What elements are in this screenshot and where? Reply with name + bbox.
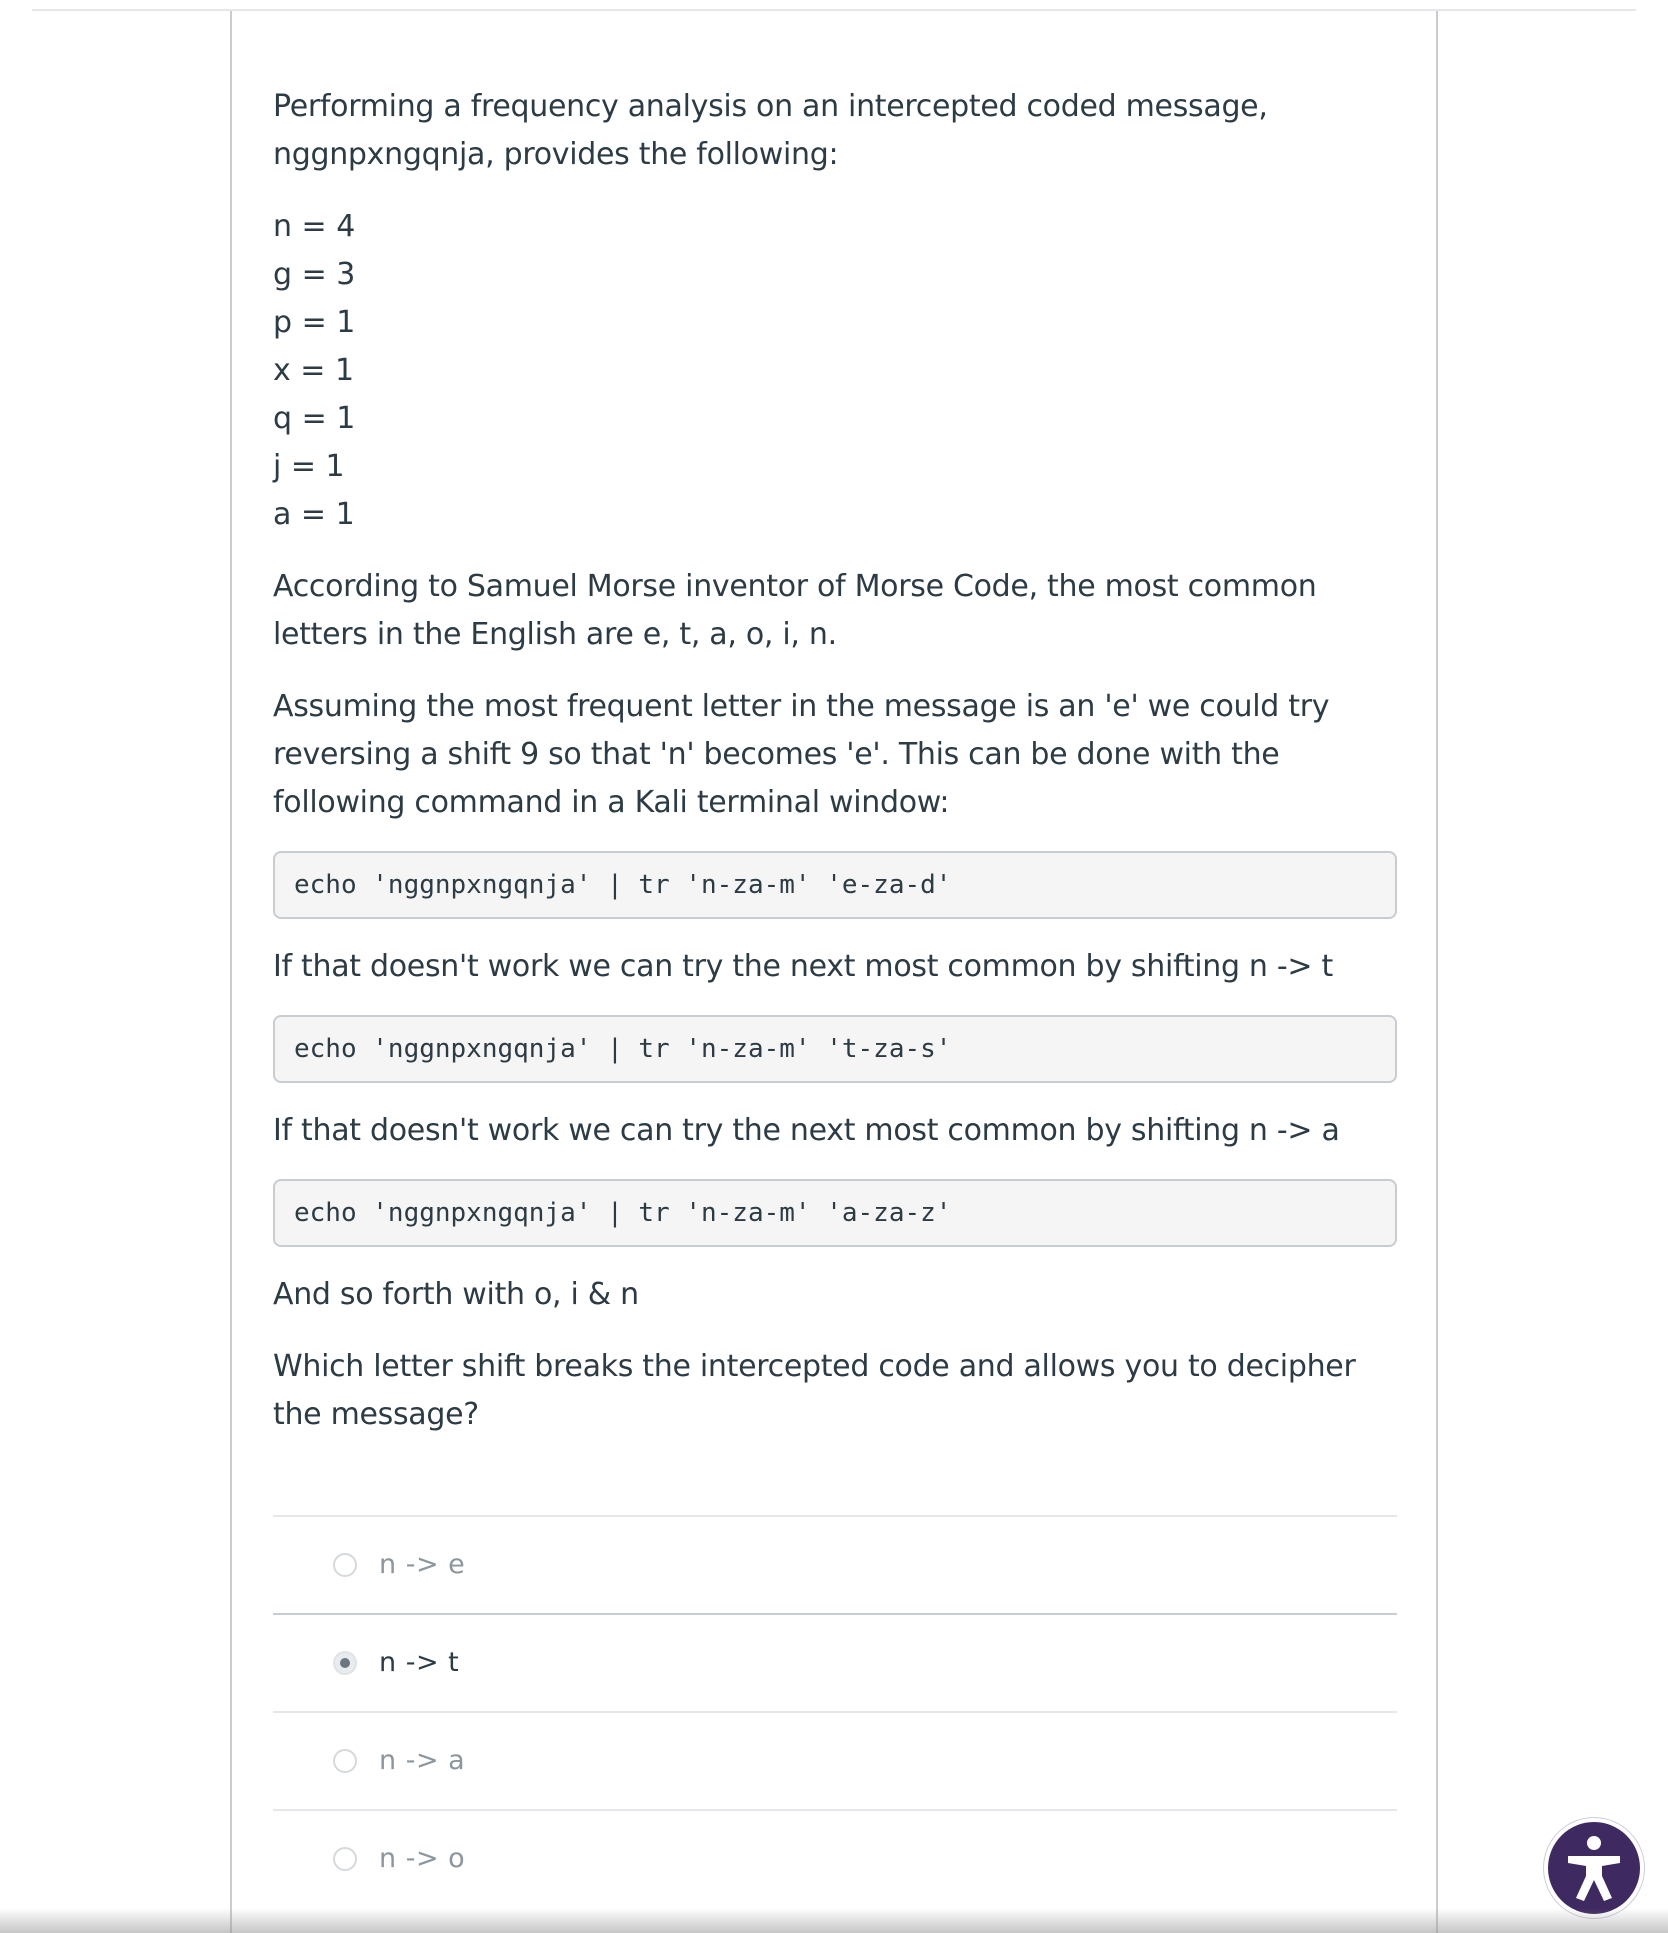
- answer-label: n -> o: [379, 1843, 466, 1874]
- frequency-item-x: x = 1: [273, 353, 355, 388]
- radio-button[interactable]: [333, 1553, 357, 1577]
- answer-option-n-a[interactable]: [273, 1713, 1397, 1811]
- accessibility-person-icon: [1548, 1822, 1640, 1914]
- answer-option-n-o[interactable]: [273, 1811, 1397, 1907]
- assumption-text: Assuming the most frequent letter in the message is an 'e' we could try reversing a shift 9 so that 'n' becomes 'e'. This can be done with the following command in a Kali terminal window:: [273, 689, 1330, 820]
- accessibility-button[interactable]: [1544, 1818, 1644, 1918]
- frequency-item-g: g = 3: [273, 257, 356, 292]
- answer-options: [273, 1515, 1397, 1907]
- radio-button[interactable]: [333, 1749, 357, 1773]
- answer-label: n -> e: [379, 1549, 466, 1580]
- code-block-1[interactable]: echo 'nggnpxngqnja' | tr 'n-za-m' 'e-za-d': [273, 851, 1397, 919]
- answer-option-n-t[interactable]: [273, 1613, 1397, 1713]
- answer-option-n-e[interactable]: [273, 1517, 1397, 1615]
- question-intro: Performing a frequency analysis on an intercepted coded message, nggnpxngqnja, provides the following:: [273, 89, 1268, 172]
- frequency-item-a: a = 1: [273, 497, 355, 532]
- question-content: [273, 83, 1397, 1907]
- radio-button[interactable]: [333, 1847, 357, 1871]
- quiz-question-card: [230, 11, 1438, 1933]
- morse-note: According to Samuel Morse inventor of Morse Code, the most common letters in the English are e, t, a, o, i, n.: [273, 569, 1317, 652]
- frequency-list: [273, 203, 1397, 539]
- answer-label: n -> a: [379, 1745, 466, 1776]
- question-prompt: Which letter shift breaks the intercepted code and allows you to decipher the message?: [273, 1349, 1356, 1432]
- frequency-item-p: p = 1: [273, 305, 356, 340]
- code-block-2[interactable]: echo 'nggnpxngqnja' | tr 'n-za-m' 't-za-s': [273, 1015, 1397, 1083]
- frequency-item-q: q = 1: [273, 401, 356, 436]
- radio-button-selected[interactable]: [333, 1651, 357, 1675]
- try-next-text-2: If that doesn't work we can try the next most common by shifting n -> a: [273, 1113, 1340, 1148]
- answer-label: n -> t: [379, 1647, 460, 1678]
- so-forth-text: And so forth with o, i & n: [273, 1277, 639, 1312]
- frequency-item-j: j = 1: [273, 449, 345, 484]
- code-block-3[interactable]: echo 'nggnpxngqnja' | tr 'n-za-m' 'a-za-z': [273, 1179, 1397, 1247]
- frequency-item-n: n = 4: [273, 209, 356, 244]
- try-next-text-1: If that doesn't work we can try the next most common by shifting n -> t: [273, 949, 1333, 984]
